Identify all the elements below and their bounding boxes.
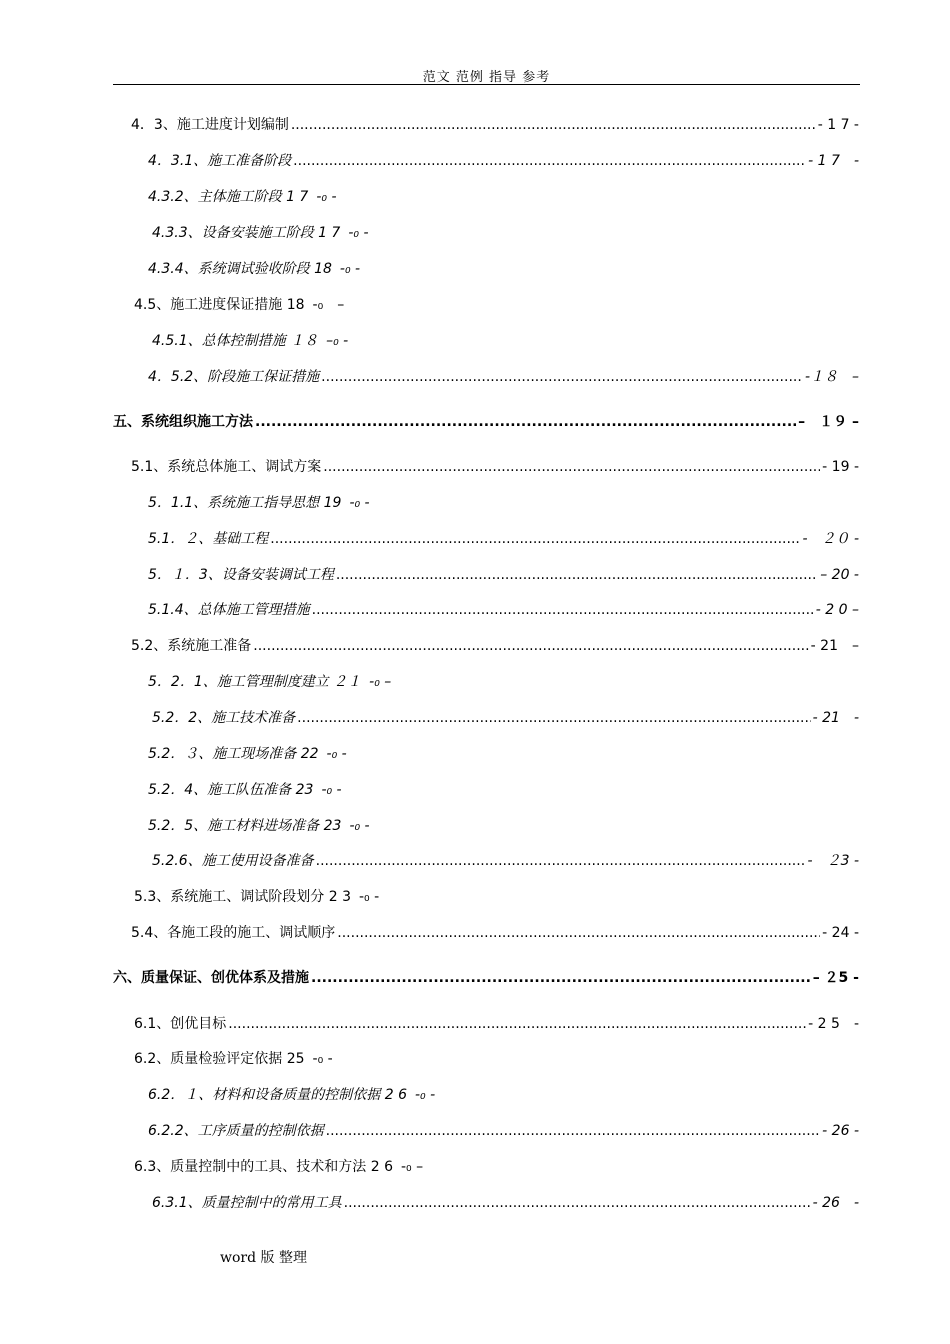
toc-entry[interactable] <box>152 331 348 351</box>
toc-leader <box>255 412 796 432</box>
toc-entry-page: - 2 5 - <box>808 1016 859 1032</box>
toc-leader <box>270 529 800 549</box>
toc-entry[interactable] <box>148 816 370 836</box>
toc-entry-page: -₀ - <box>348 225 369 241</box>
toc-entry-label: 4．5.2、阶段施工保证措施 <box>148 369 320 385</box>
toc-leader <box>337 923 820 943</box>
toc-leader <box>344 1193 811 1213</box>
toc-entry[interactable] <box>131 923 859 943</box>
toc-entry[interactable] <box>148 744 347 764</box>
toc-entry-label: 5．2．1、施工管理制度建立 ２１ <box>148 674 362 690</box>
toc-entry[interactable] <box>152 851 859 871</box>
toc-leader <box>253 636 808 656</box>
toc-entry-label: 5.1．２、基础工程 <box>148 531 269 547</box>
toc-entry-label: 5.2．4、施工队伍准备 23 <box>148 782 314 798</box>
toc-entry-page: - 21 - <box>812 710 859 726</box>
toc-entry-label: 4.5.1、总体控制措施 １８ <box>152 333 319 349</box>
toc-entry[interactable] <box>134 1157 423 1177</box>
toc-entry[interactable] <box>148 565 859 585</box>
toc-entry[interactable] <box>148 780 342 800</box>
toc-entry[interactable] <box>134 1049 333 1069</box>
page-header: 范文 范例 指导 参考 <box>422 70 551 85</box>
toc-entry[interactable] <box>152 708 859 728</box>
toc-entry-label: 6.2.2、工序质量的控制依据 <box>148 1123 324 1139</box>
toc-entry[interactable] <box>134 295 344 315</box>
toc-entry-page: -₀ - <box>349 495 370 511</box>
toc-entry[interactable] <box>148 1121 859 1141</box>
toc-entry-page: –₀ - <box>326 333 349 349</box>
toc-entry-label: 5.2．5、施工材料进场准备 23 <box>148 818 342 834</box>
toc-entry-page: -₀ - <box>349 818 370 834</box>
toc-leader <box>293 151 806 171</box>
toc-entry[interactable] <box>148 367 859 387</box>
toc-entry[interactable] <box>131 636 859 656</box>
toc-entry-label: 5.3、系统施工、调试阶段划分 2 3 <box>134 889 351 905</box>
toc-entry-label: 5.4、各施工段的施工、调试顺序 <box>131 925 336 941</box>
toc-entry-page: - 21 – <box>810 638 859 654</box>
toc-leader <box>312 600 814 620</box>
toc-entry-label: 4．3.1、施工准备阶段 <box>148 153 292 169</box>
toc-leader <box>326 1121 821 1141</box>
toc-entry-label: 4.3.4、系统调试验收阶段 18 <box>148 261 332 277</box>
toc-entry-page: – 20 - <box>820 567 859 583</box>
toc-entry[interactable] <box>134 887 379 907</box>
toc-entry-page: -₀ - <box>414 1087 436 1103</box>
toc-entry-page: -₀ - <box>358 889 380 905</box>
toc-entry-label: 4.3.2、主体施工阶段 1 7 <box>148 189 309 205</box>
toc-entry[interactable] <box>148 672 391 692</box>
toc-leader <box>297 708 810 728</box>
toc-entry-page: - 19 - <box>822 459 859 475</box>
toc-entry-label: 5.1、系统总体施工、调试方案 <box>131 459 322 475</box>
toc-entry-page: -１８ – <box>804 369 859 385</box>
toc-entry-page: - ２3 - <box>807 853 859 869</box>
toc-entry-label: 5．１．3、设备安装调试工程 <box>148 567 334 583</box>
toc-entry-page: -₀ - <box>326 746 347 762</box>
toc-entry-label: 4.3.3、设备安装施工阶段 1 7 <box>152 225 341 241</box>
toc-entry[interactable] <box>148 600 859 620</box>
toc-chapter-entry[interactable] <box>113 968 859 988</box>
toc-entry-label: 5.1.4、总体施工管理措施 <box>148 602 310 618</box>
toc-entry[interactable] <box>148 259 360 279</box>
toc-leader <box>316 851 806 871</box>
toc-entry-label: 5.2.6、施工使用设备准备 <box>152 853 314 869</box>
toc-entry[interactable] <box>148 151 859 171</box>
toc-entry-page: – ２5 - <box>812 970 859 986</box>
toc-entry[interactable] <box>148 493 370 513</box>
toc-entry-label: 6.3、质量控制中的工具、技术和方法 2 6 <box>134 1159 393 1175</box>
toc-entry-label: 五、系统组织施工方法 <box>113 414 253 430</box>
toc-entry-page: -₀ – <box>312 297 345 313</box>
toc-entry-label: 六、质量保证、创优体系及措施 <box>113 970 309 986</box>
header-rule <box>113 84 860 85</box>
toc-entry[interactable] <box>131 115 859 135</box>
toc-chapter-entry[interactable] <box>113 412 859 432</box>
toc-entry[interactable] <box>148 529 859 549</box>
toc-entry[interactable] <box>148 1085 435 1105</box>
toc-leader <box>311 968 811 988</box>
toc-entry[interactable] <box>131 457 859 477</box>
toc-entry-label: 5.2、系统施工准备 <box>131 638 252 654</box>
toc-entry-page: - 1 7 - <box>817 117 859 133</box>
toc-entry[interactable] <box>152 1193 859 1213</box>
toc-entry[interactable] <box>148 187 337 207</box>
toc-entry-page: - 26 - <box>822 1123 859 1139</box>
toc-entry-page: -₀ - <box>316 189 337 205</box>
toc-leader <box>323 457 820 477</box>
toc-leader <box>336 565 818 585</box>
toc-entry-page: - 2 0 – <box>815 602 859 618</box>
toc-entry-label: 6.3.1、质量控制中的常用工具 <box>152 1195 342 1211</box>
toc-entry-page: – １９ – <box>798 414 859 430</box>
toc-leader <box>228 1014 806 1034</box>
toc-entry-page: - 24 - <box>822 925 859 941</box>
toc-entry-page: - 1 7 - <box>808 153 859 169</box>
toc-leader <box>291 115 816 135</box>
toc-entry-page: -₀ - <box>339 261 361 277</box>
toc-entry-label: 5.2．2、施工技术准备 <box>152 710 296 726</box>
toc-entry-label: 5.2．３、施工现场准备 22 <box>148 746 319 762</box>
toc-entry-label: 4.5、施工进度保证措施 18 <box>134 297 305 313</box>
toc-entry-label: 5．1.1、系统施工指导思想 19 <box>148 495 342 511</box>
toc-entry-label: 6.2、质量检验评定依据 25 <box>134 1051 305 1067</box>
toc-entry-label: 6.1、创优目标 <box>134 1016 227 1032</box>
toc-leader <box>321 367 803 387</box>
toc-entry-page: -₀ – <box>400 1159 424 1175</box>
toc-entry-page: -₀ - <box>321 782 342 798</box>
toc-entry-page: - 26 - <box>812 1195 859 1211</box>
page-footer: word 版 整理 <box>220 1250 307 1266</box>
toc-entry-page: - ２０ - <box>802 531 859 547</box>
toc-entry-page: -₀ – <box>369 674 392 690</box>
toc-entry-page: -₀ - <box>312 1051 333 1067</box>
toc-entry[interactable] <box>152 223 369 243</box>
toc-entry-label: 4．3、施工进度计划编制 <box>131 117 289 133</box>
toc-entry-label: 6.2．１、材料和设备质量的控制依据 2 6 <box>148 1087 407 1103</box>
toc-entry[interactable] <box>134 1014 859 1034</box>
